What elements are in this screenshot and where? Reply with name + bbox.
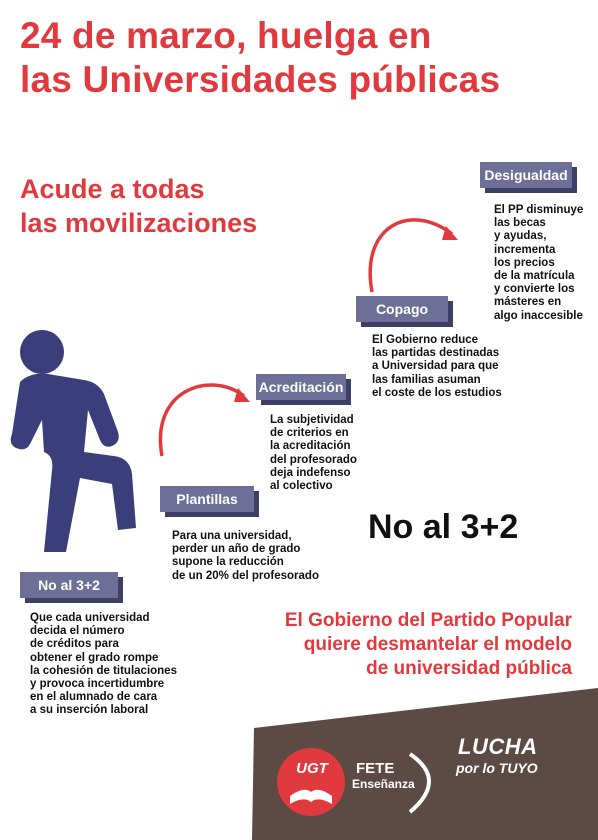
step-label-desigualdad: Desigualdad <box>480 162 572 188</box>
lucha-label: LUCHA <box>458 734 538 759</box>
step-label-no-al-3-2: No al 3+2 <box>20 572 118 598</box>
step-label-acreditacion: Acreditación <box>256 374 346 400</box>
fete-label: FETE <box>356 760 395 777</box>
step-description-acreditacion: La subjetividad de criterios en la acreditación del profesorado deja indefenso al colectivo <box>270 414 357 493</box>
ensenanza-label: Enseñanza <box>352 777 415 791</box>
ugt-logo <box>277 748 345 816</box>
subtitle-line-2: las movilizaciones <box>20 208 258 238</box>
step-description-copago: El Gobierno reduce las partidas destinadas a Universidad para que las familias asuman el coste de los estudios <box>372 334 502 399</box>
step-label-plantillas: Plantillas <box>160 486 254 512</box>
step-label-copago: Copago <box>356 296 448 322</box>
slogan: No al 3+2 <box>368 508 519 546</box>
subtitle-line-1: Acude a todas <box>20 174 205 204</box>
title-line-2: las Universidades públicas <box>20 59 501 100</box>
step-description-no-al-3-2: Que cada universidad decida el número de créditos para obtener el grado rompe la cohesión de titulaciones y provoca incertidumbre en el alumnado de cara a su inserción laboral <box>30 612 177 717</box>
step-description-desigualdad: El PP disminuye las becas y ayudas, incrementa los precios de la matrícula y convierte los másteres en algo inaccesible <box>494 204 584 322</box>
pp-statement: El Gobierno del Partido Popular quiere desmantelar el modelo de universidad pública <box>284 610 572 679</box>
ugt-logo-text: UGT <box>296 760 328 777</box>
title-line-1: 24 de marzo, huelga en <box>20 15 432 56</box>
por-lo-tuyo-label: por lo TUYO <box>456 760 538 776</box>
step-description-plantillas: Para una universidad, perder un año de grado supone la reducción de un 20% del profesorado <box>172 530 319 582</box>
